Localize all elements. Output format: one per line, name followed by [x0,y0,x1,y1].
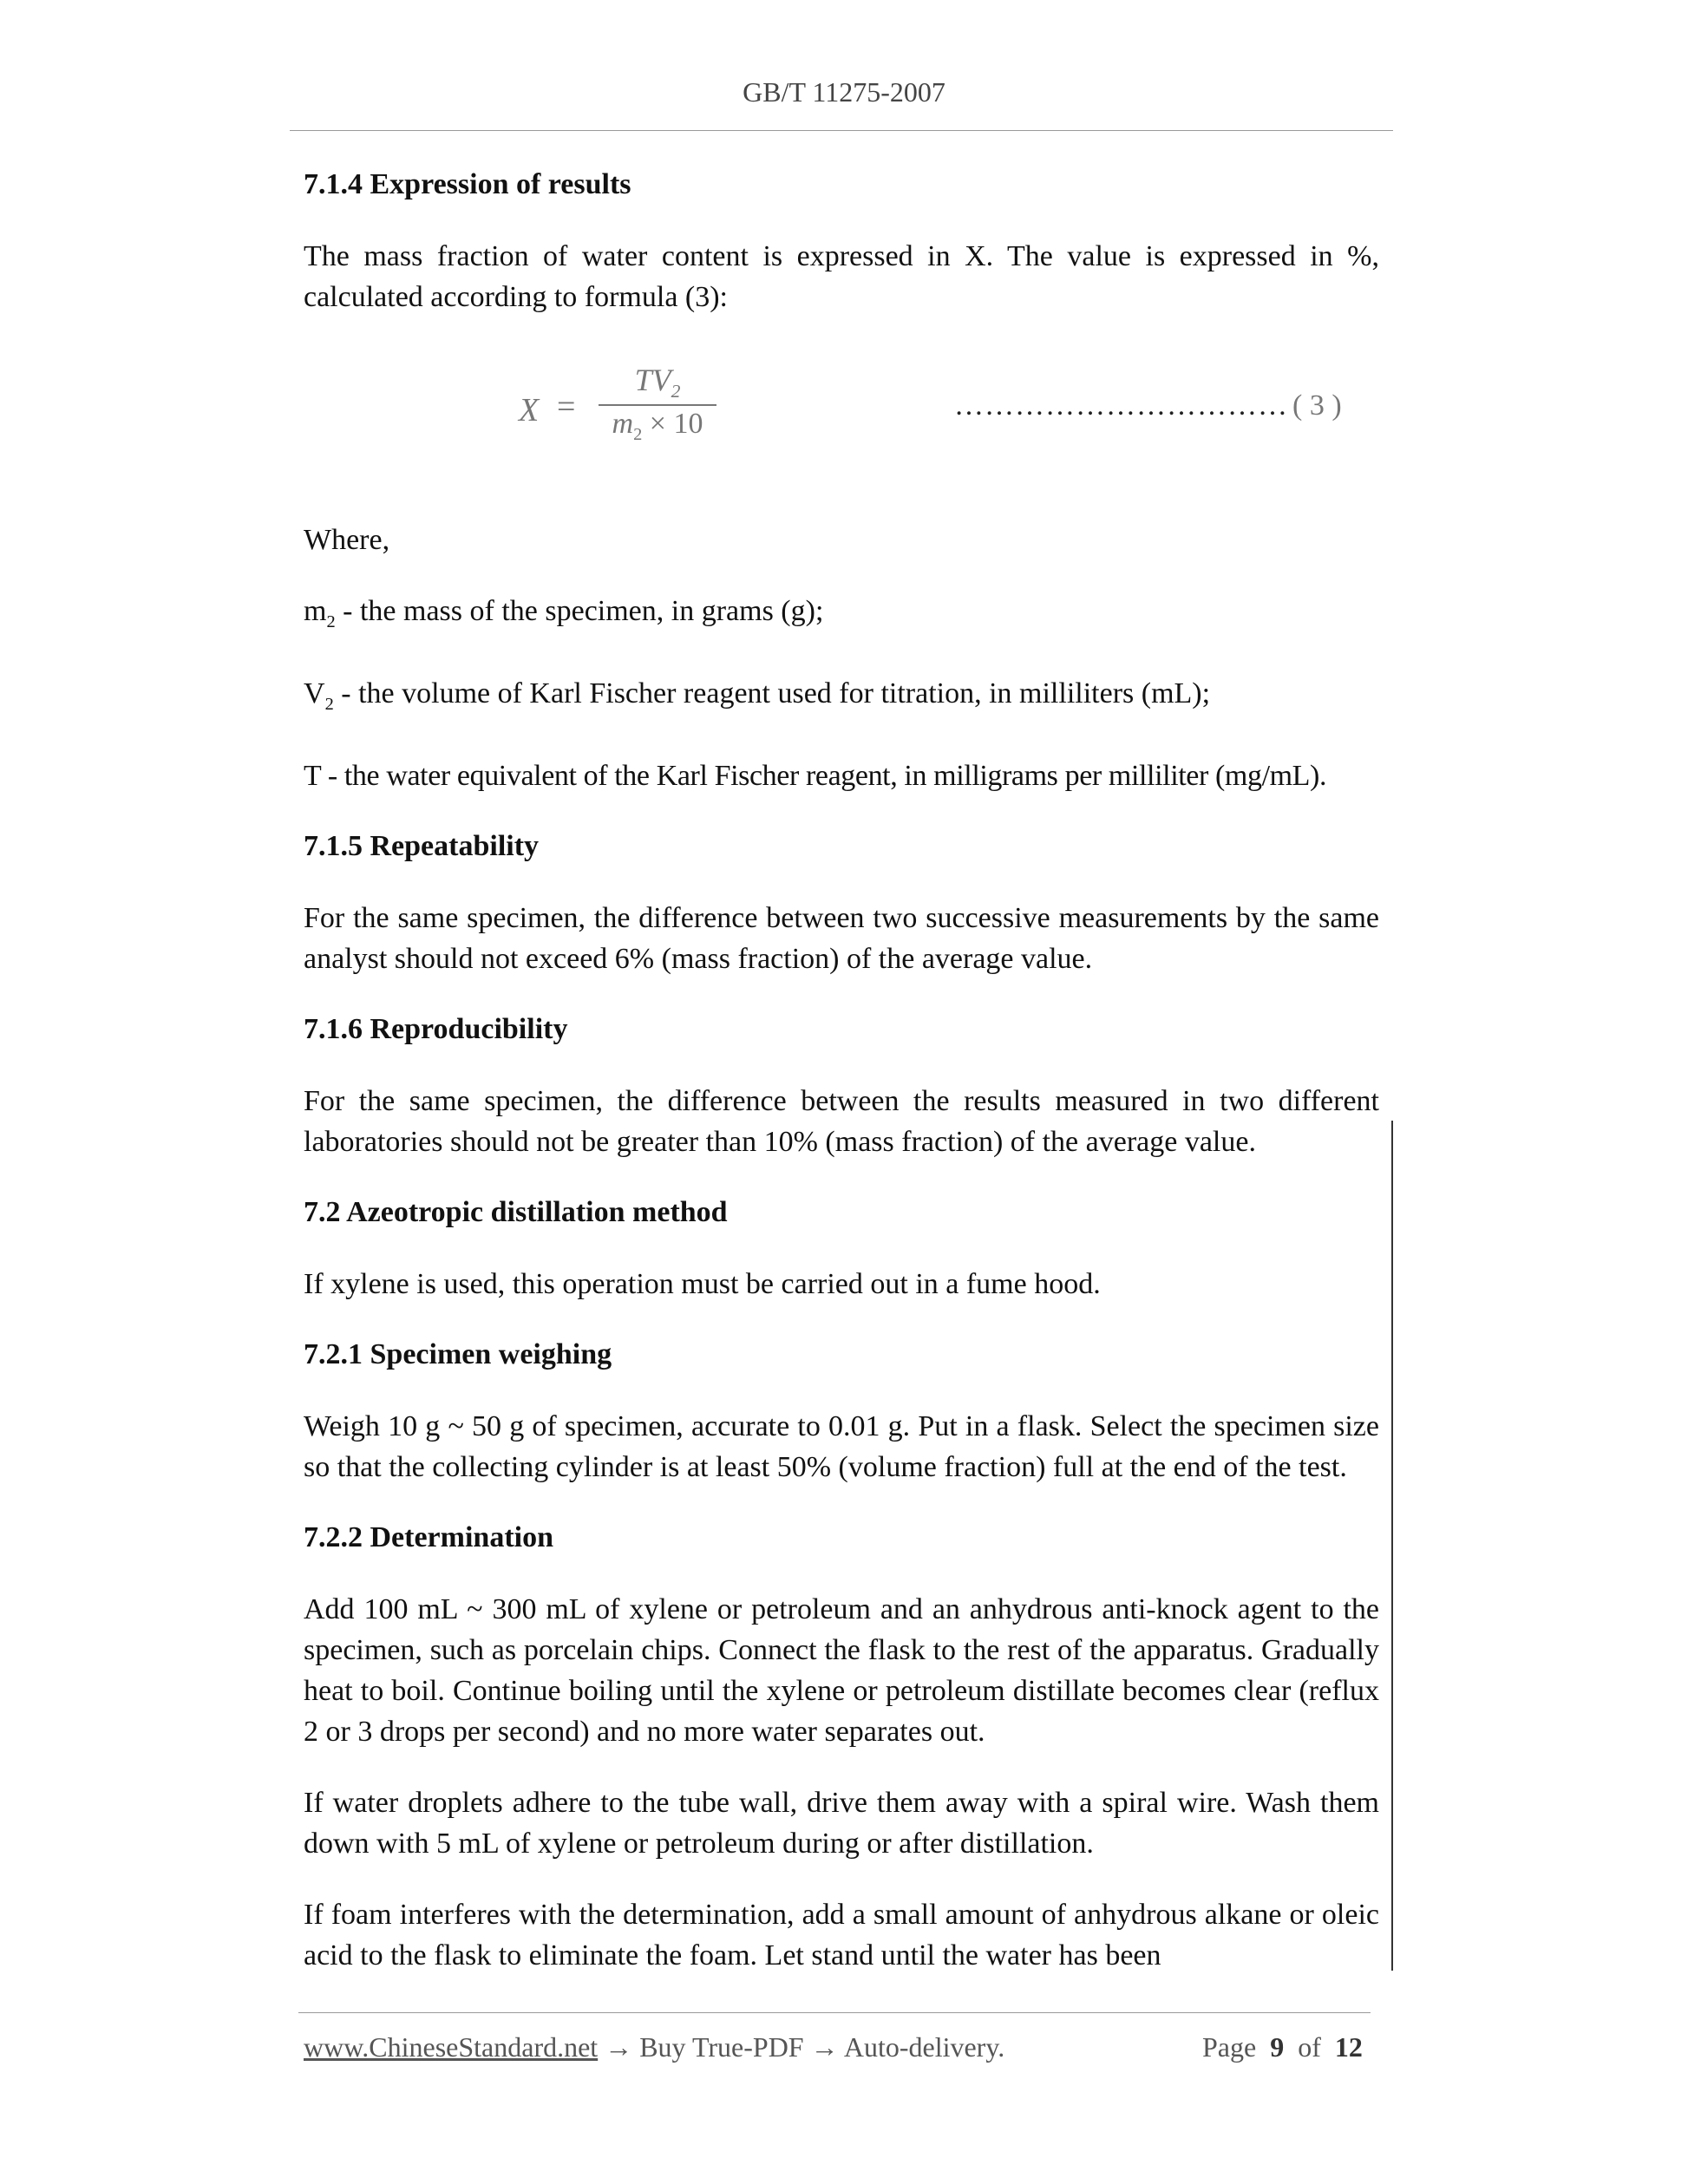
paragraph: If foam interferes with the determination, add a small amount of anhydrous alkane or oleic acid to the flask to eliminate the foam. Let stand until the water has been [304,1898,1379,1971]
paragraph: For the same specimen, the difference between the results measured in two different laboratories should not be greater than 10% (mass fraction) of the average value. [304,1084,1379,1158]
site-link[interactable]: www.ChineseStandard.net [304,2031,599,2063]
formula-denominator [599,406,716,445]
of-label: of [1298,2031,1321,2063]
section-heading: 7.1.4 Expression of results [304,168,631,200]
definition-m2 [304,591,1379,643]
paragraph: Add 100 mL ~ 300 mL of xylene or petroleum and an anhydrous anti-knock agent to the specimen, such as porcelain chips. Connect the flask to the rest of the apparatus. Gradually heat to boil. Continue boiling until the xylene or petroleum distillate becomes clear (reflux 2 or 3 drops per second) and no more water separates out. [304,1592,1379,1748]
numerator-subscript: 2 [671,381,681,402]
numerator-text: TV [634,363,671,397]
page-content [304,165,1379,2006]
paragraph: The mass fraction of water content is expressed in X. The value is expressed in %, calculated according to formula (3): [304,240,1379,313]
paragraph: If water droplets adhere to the tube wall, drive them away with a spiral wire. Wash them down with 5 mL of xylene or petroleum during or after distillation. [304,1786,1379,1860]
formula-lhs: X [519,392,540,428]
definition-text: - the volume of Karl Fischer reagent used for titration, in milliliters (mL); [333,677,1211,709]
formula-leader-dots: …………………………… [954,389,1288,422]
definition-t: T - the water equivalent of the Karl Fischer reagent, in milligrams per milliliter (mg/mL). [304,759,1327,792]
formula-3 [304,348,1379,478]
page-label: Page [1202,2031,1257,2063]
definition-v2 [304,673,1379,725]
section-heading: 7.1.6 Reproducibility [304,1012,568,1045]
paragraph: If xylene is used, this operation must be carried out in a fume hood. [304,1267,1101,1300]
section-heading: 7.2 Azeotropic distillation method [304,1195,728,1228]
formula-equals: = [557,389,576,425]
formula-number: ( 3 ) [1292,389,1342,422]
section-heading: 7.2.2 Determination [304,1520,554,1553]
symbol: m [304,595,327,627]
page-indicator [1202,2031,1363,2063]
header-standard-code: GB/T 11275-2007 [743,76,945,108]
paragraph: Weigh 10 g ~ 50 g of specimen, accurate to 0.01 g. Put in a flask. Select the specimen size so that the collecting cylinder is at least 50% (volume fraction) full at the end of the test. [304,1409,1379,1483]
formula-fraction [599,362,716,445]
symbol: V [304,677,325,709]
footer-divider [298,2012,1371,2013]
paragraph: For the same specimen, the difference between two successive measurements by the same analyst should not exceed 6% (mass fraction) of the average value. [304,901,1379,975]
footer-promo-text: → Buy True-PDF → Auto-delivery. [598,2031,1005,2063]
margin-rule [1391,1121,1393,1971]
footer-promo [304,2031,1004,2063]
symbol-subscript: 2 [324,694,334,714]
page-number: 9 [1270,2031,1285,2063]
page-total: 12 [1334,2031,1363,2063]
denominator-subscript: 2 [633,424,643,444]
section-heading: 7.2.1 Specimen weighing [304,1337,612,1370]
formula-numerator [599,362,716,406]
definition-text: - the mass of the specimen, in grams (g); [335,595,824,627]
section-heading: 7.1.5 Repeatability [304,829,540,862]
denominator-rest: × 10 [649,408,703,441]
denominator-m: m [612,408,634,441]
paragraph-where: Where, [304,524,390,556]
header-divider [290,130,1393,131]
symbol-subscript: 2 [326,611,336,631]
